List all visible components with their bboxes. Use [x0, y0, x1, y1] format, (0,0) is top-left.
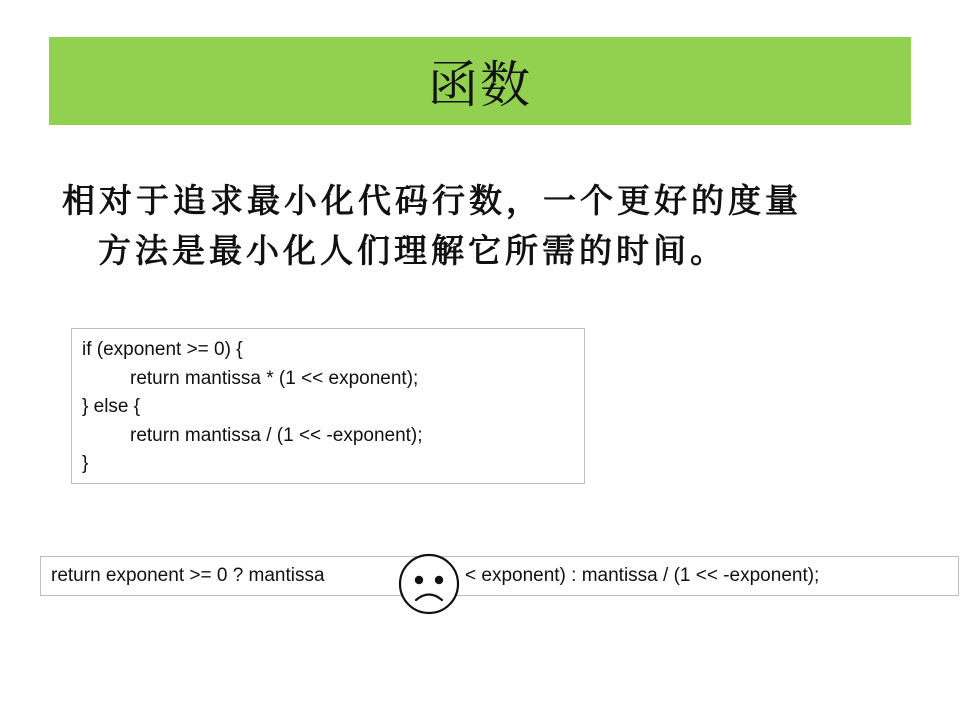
- one-liner-right-text: < exponent) : mantissa / (1 << -exponent);: [465, 565, 820, 586]
- one-liner-left-text: return exponent >= 0 ? mantissa: [51, 565, 325, 586]
- code-line: return mantissa * (1 << exponent);: [130, 367, 419, 389]
- code-line: }: [82, 453, 89, 474]
- code-line: } else {: [82, 396, 141, 417]
- title-bar: [49, 37, 911, 125]
- code-line: if (exponent >= 0) {: [82, 339, 243, 360]
- body-line-2: 方法是最小化人们理解它所需的时间。: [98, 231, 727, 270]
- sad-face-icon: [397, 552, 461, 616]
- code-line: return mantissa / (1 << -exponent);: [130, 424, 423, 446]
- slide-body-text: [62, 176, 922, 276]
- code-block: [71, 328, 585, 484]
- one-liner-code-box: [40, 556, 959, 596]
- slide-title: 函数: [428, 56, 532, 114]
- body-line-1: 相对于追求最小化代码行数，一个更好的度量: [62, 181, 802, 220]
